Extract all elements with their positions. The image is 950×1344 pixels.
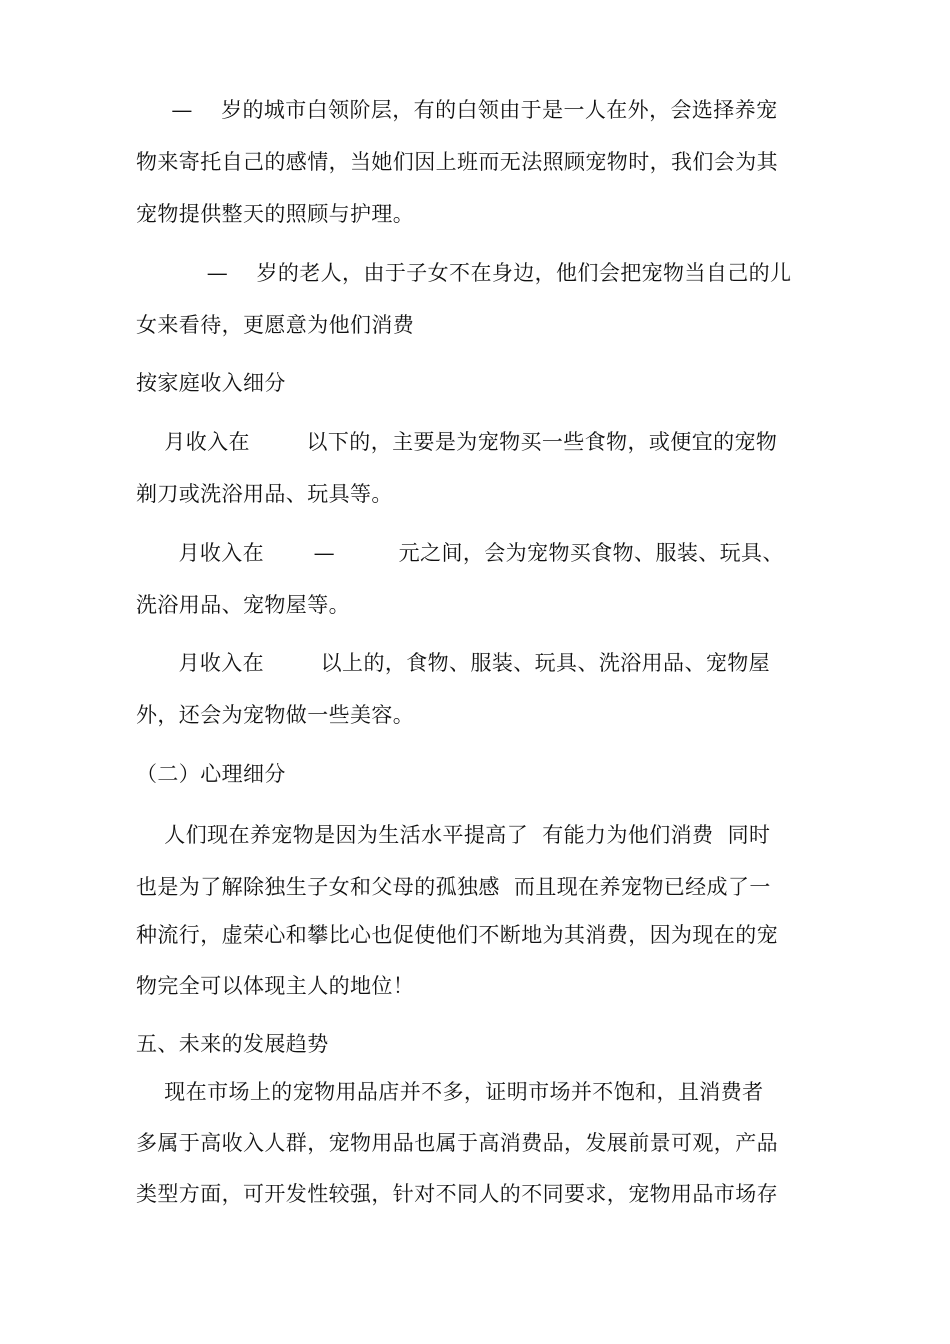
section-heading: （二）心理细分 (136, 762, 286, 786)
text-line: — 岁的老人，由于子女不在身边，他们会把宠物当自己的儿 (136, 261, 792, 285)
text-line: 人们现在养宠物是因为生活水平提高了 有能力为他们消费 同时 (136, 823, 771, 847)
text-line: 现在市场上的宠物用品店并不多，证明市场并不饱和，且消费者 (136, 1080, 764, 1104)
text-line: 月收入在 以上的，食物、服装、玩具、洗浴用品、宠物屋 (136, 651, 771, 675)
text-line: 宠物提供整天的照顾与护理。 (136, 202, 415, 226)
text-line: 月收入在 — 元之间，会为宠物买食物、服装、玩具、 (136, 541, 784, 565)
text-line: 种流行，虚荣心和攀比心也促使他们不断地为其消费，因为现在的宠 (136, 923, 778, 947)
section-heading: 五、未来的发展趋势 (136, 1032, 329, 1056)
section-heading: 按家庭收入细分 (136, 371, 286, 395)
text-line: 月收入在 以下的，主要是为宠物买一些食物，或便宜的宠物 (136, 430, 778, 454)
text-line: 女来看待，更愿意为他们消费 (136, 313, 415, 337)
text-line: 物来寄托自己的感情，当她们因上班而无法照顾宠物时，我们会为其 (136, 150, 778, 174)
text-line: 类型方面，可开发性较强，针对不同人的不同要求，宠物用品市场存 (136, 1182, 778, 1206)
text-line: 外，还会为宠物做一些美容。 (136, 703, 415, 727)
text-line: 剃刀或洗浴用品、玩具等。 (136, 482, 393, 506)
text-line: 物完全可以体现主人的地位！ (136, 974, 415, 998)
text-line: 洗浴用品、宠物屋等。 (136, 593, 350, 617)
text-line: 多属于高收入人群，宠物用品也属于高消费品，发展前景可观，产品 (136, 1131, 778, 1155)
text-line: 也是为了解除独生子女和父母的孤独感 而且现在养宠物已经成了一 (136, 875, 771, 899)
text-line: — 岁的城市白领阶层，有的白领由于是一人在外，会选择养宠 (136, 98, 778, 122)
